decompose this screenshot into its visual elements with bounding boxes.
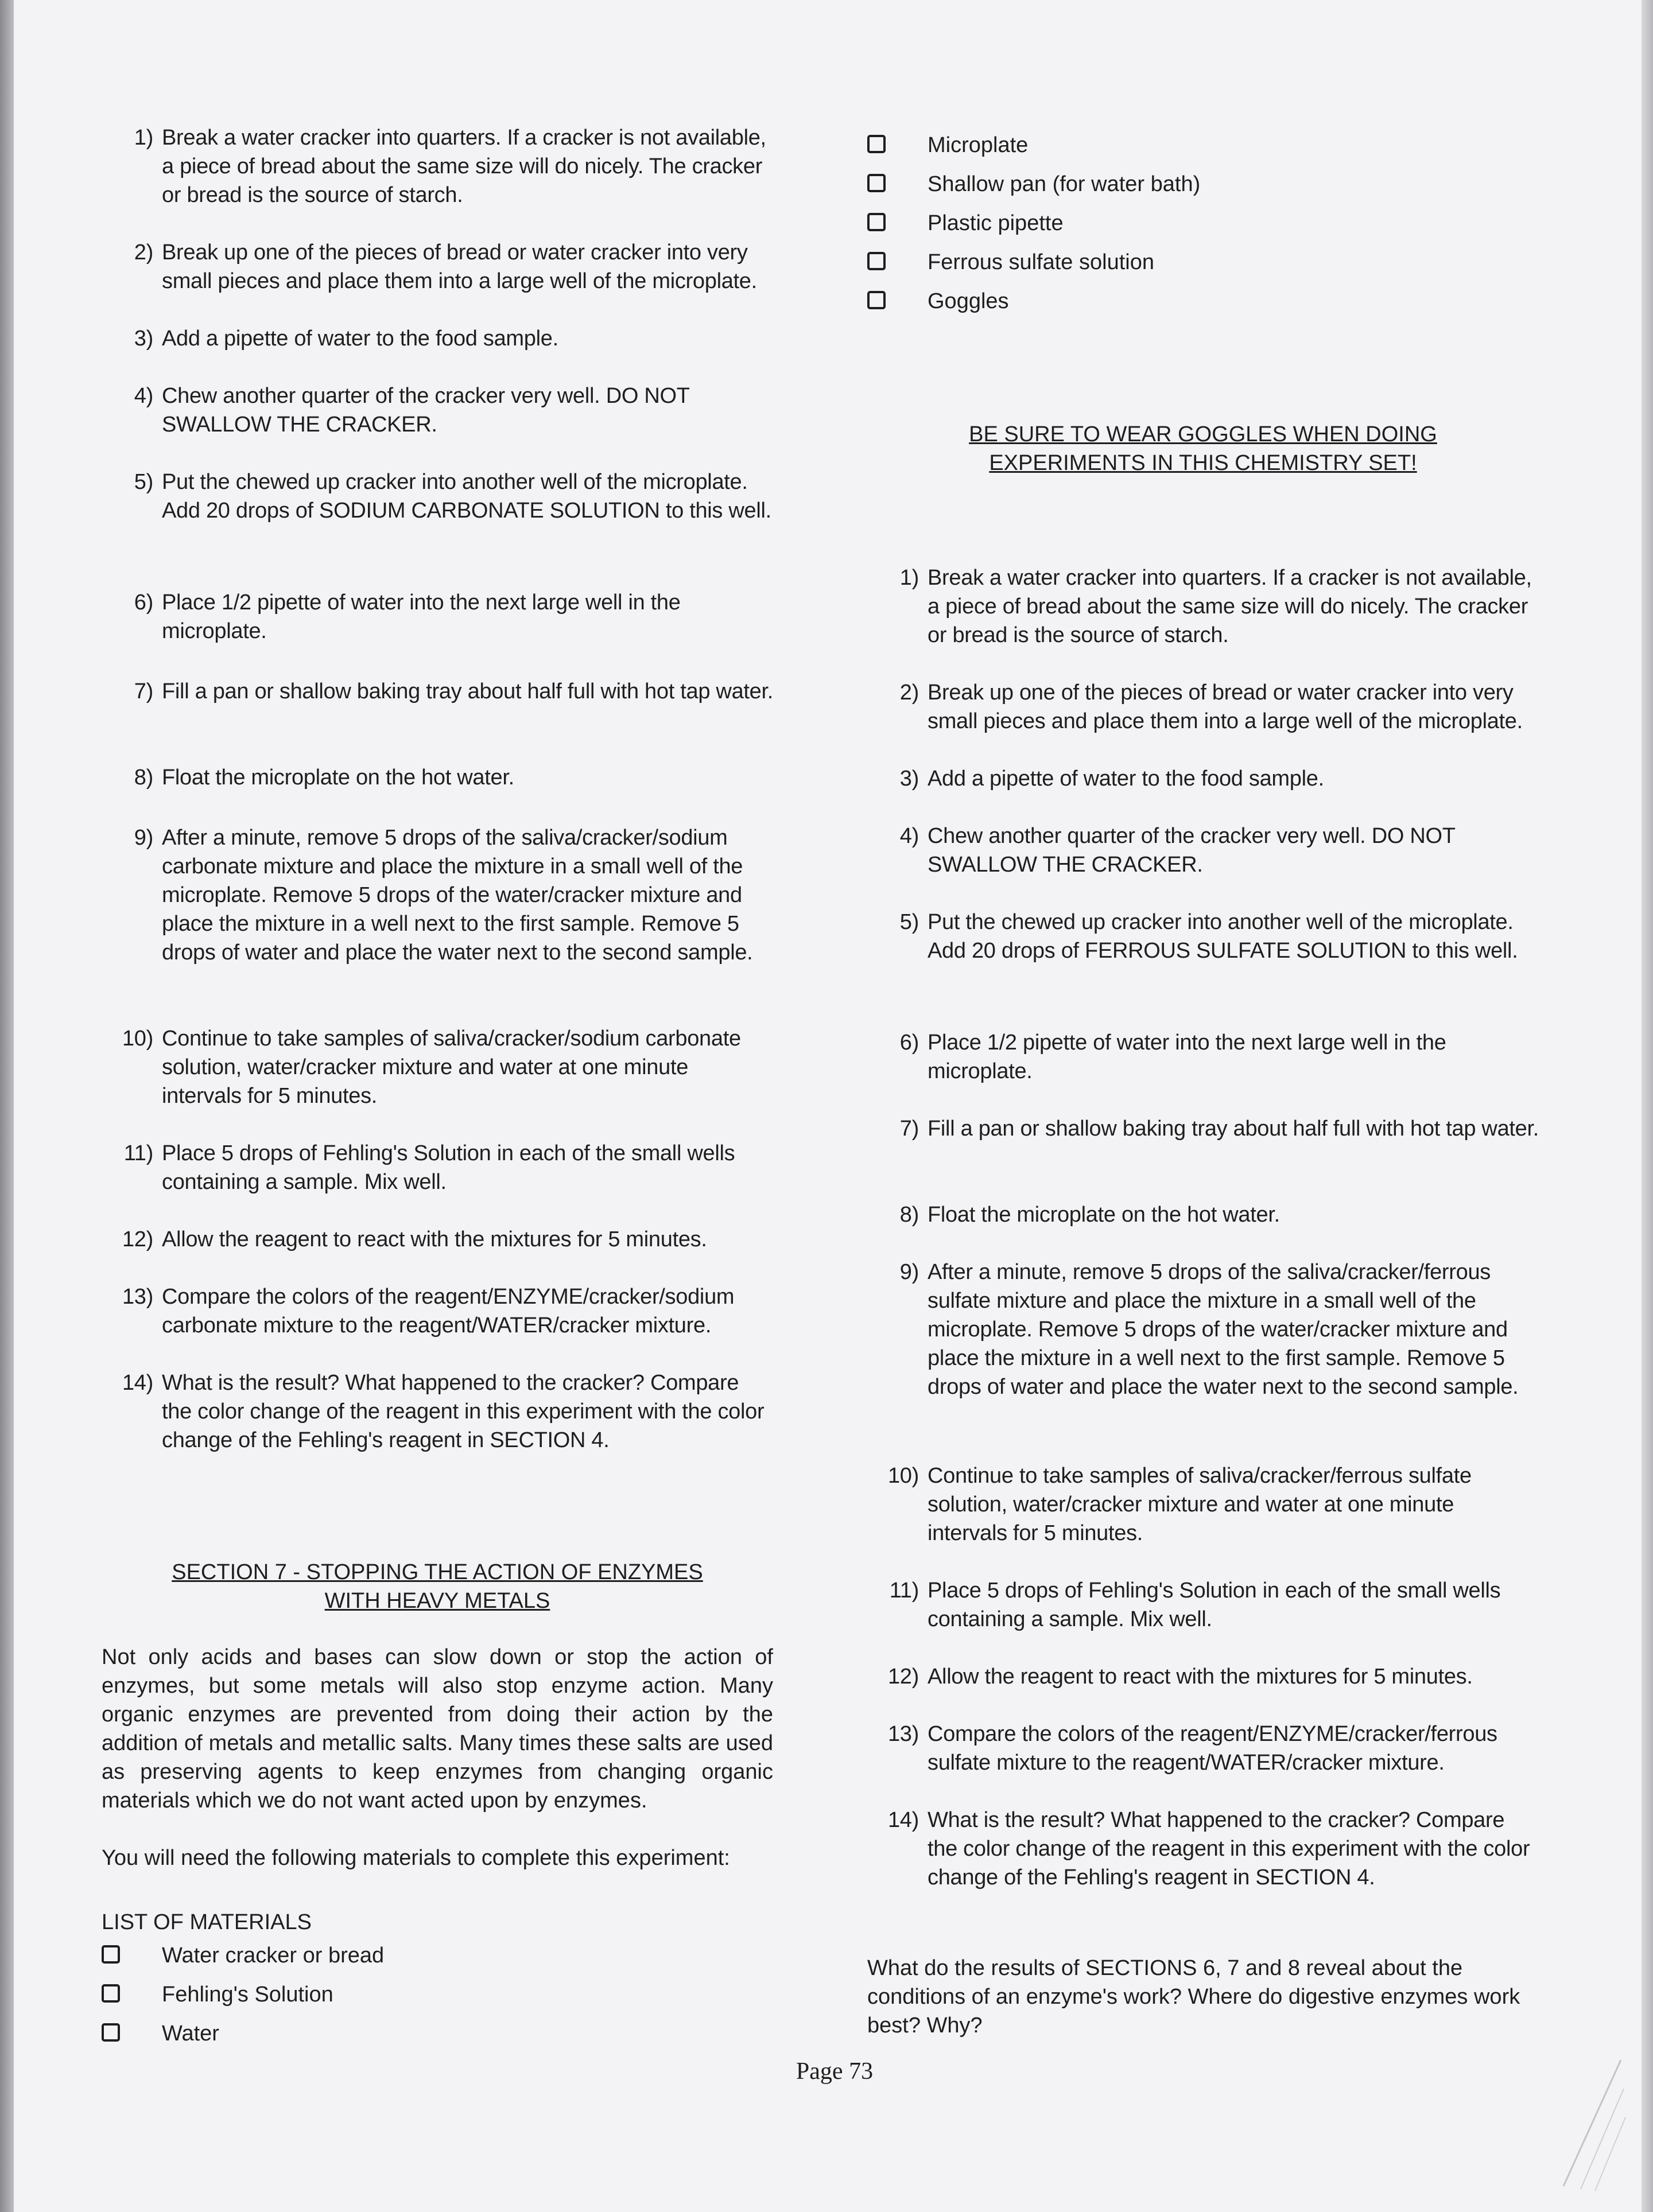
step-text: Continue to take samples of saliva/cracker/ferrous sulfate solution, water/cracker mixture and water at one minute intervals for 5 minutes. — [928, 1464, 1472, 1545]
step-text: Fill a pan or shallow baking tray about half full with hot tap water. — [162, 679, 774, 703]
step-number: 12) — [887, 1665, 919, 1689]
step-number: 6) — [899, 1031, 919, 1055]
step-number: 10) — [122, 1027, 153, 1051]
step-number: 9) — [134, 826, 153, 850]
step-number: 5) — [134, 470, 153, 494]
step-number: 4) — [134, 384, 153, 408]
material-label: Ferrous sulfate solution — [928, 250, 1154, 274]
step-text: Compare the colors of the reagent/ENZYME/cracker/ferrous sulfate mixture to the reagent/WATER/cracker mixture. — [928, 1722, 1497, 1775]
step-number: 10) — [887, 1464, 919, 1488]
checkbox-icon — [867, 213, 886, 231]
step-text: Break up one of the pieces of bread or water cracker into very small pieces and place them into a large well of the microplate. — [162, 240, 757, 293]
step-text: What is the result? What happened to the cracker? Compare the color change of the reagent in this experiment with the color change of the Fehling's reagent in SECTION 4. — [928, 1808, 1530, 1890]
step-number: 3) — [134, 326, 153, 351]
safety-warning-line2: EXPERIMENTS IN THIS CHEMISTRY SET! — [989, 451, 1417, 475]
step-number: 13) — [887, 1722, 919, 1746]
step-text: Place 5 drops of Fehling's Solution in each of the small wells containing a sample. Mix well. — [928, 1579, 1501, 1631]
checkbox-icon — [867, 174, 886, 192]
step-number: 3) — [899, 767, 919, 791]
closing-question: What do the results of SECTIONS 6, 7 and 8 reveal about the conditions of an enzyme's work? Where do digestive enzymes work best? Why? — [867, 1956, 1520, 2038]
step-text: Float the microplate on the hot water. — [928, 1203, 1280, 1227]
step-number: 11) — [889, 1579, 919, 1603]
checkbox-icon — [102, 1945, 120, 1964]
checkbox-icon — [102, 1984, 120, 2003]
step-text: Allow the reagent to react with the mixtures for 5 minutes. — [928, 1665, 1473, 1689]
step-number: 8) — [899, 1203, 919, 1227]
checkbox-icon — [867, 135, 886, 153]
page-number: Page 73 — [796, 2058, 874, 2085]
step-text: Break a water cracker into quarters. If a cracker is not available, a piece of bread about the same size will do nicely. The cracker or bread is the source of starch. — [162, 126, 766, 207]
step-text: Place 5 drops of Fehling's Solution in each of the small wells containing a sample. Mix well. — [162, 1141, 735, 1194]
step-text: Fill a pan or shallow baking tray about half full with hot tap water. — [928, 1117, 1539, 1141]
section-heading: SECTION 7 - STOPPING THE ACTION OF ENZYMES — [172, 1560, 703, 1584]
safety-warning: BE SURE TO WEAR GOGGLES WHEN DOING — [969, 422, 1437, 446]
step-text: Add a pipette of water to the food sample. — [162, 326, 558, 351]
step-number: 2) — [899, 681, 919, 705]
material-label: Shallow pan (for water bath) — [928, 172, 1201, 196]
step-text: Add a pipette of water to the food sample. — [928, 767, 1324, 791]
page-scuff-mark — [1477, 2054, 1627, 2192]
material-label: Goggles — [928, 289, 1009, 313]
material-label: Water — [162, 2021, 219, 2046]
step-number: 5) — [899, 910, 919, 934]
step-text: Float the microplate on the hot water. — [162, 765, 514, 790]
step-text: Chew another quarter of the cracker very well. DO NOT SWALLOW THE CRACKER. — [928, 824, 1455, 877]
step-text: Chew another quarter of the cracker very well. DO NOT SWALLOW THE CRACKER. — [162, 384, 689, 437]
intro-paragraph: Not only acids and bases can slow down or stop the action of enzymes, but some metals will also stop enzyme action. Many organic enzymes are prevented from doing their action by the addition of metals and metallic salts. Many times these salts are used as preserving agents to keep enzymes from changing organic materials which we do not want acted upon by enzymes. — [102, 1645, 773, 1813]
material-label: Microplate — [928, 133, 1029, 157]
materials-intro: You will need the following materials to complete this experiment: — [102, 1846, 730, 1870]
materials-list-title: LIST OF MATERIALS — [102, 1910, 312, 1934]
step-text: Put the chewed up cracker into another well of the microplate. Add 20 drops of SODIUM CARBONATE SOLUTION to this well. — [162, 470, 771, 523]
step-number: 6) — [134, 590, 153, 615]
document-page — [14, 0, 1642, 2212]
checkbox-icon — [867, 252, 886, 270]
step-text: Place 1/2 pipette of water into the next large well in the microplate. — [162, 590, 681, 643]
step-number: 13) — [122, 1285, 153, 1309]
step-text: Continue to take samples of saliva/cracker/sodium carbonate solution, water/cracker mixture and water at one minute intervals for 5 minutes. — [162, 1027, 741, 1108]
checkbox-icon — [102, 2023, 120, 2042]
step-number: 14) — [887, 1808, 919, 1832]
step-text: Put the chewed up cracker into another well of the microplate. Add 20 drops of FERROUS SULFATE SOLUTION to this well. — [928, 910, 1518, 963]
step-number: 9) — [899, 1260, 919, 1284]
step-number: 4) — [899, 824, 919, 848]
step-text: Break up one of the pieces of bread or water cracker into very small pieces and place them into a large well of the microplate. — [928, 681, 1523, 733]
checkbox-icon — [867, 291, 886, 309]
step-text: Allow the reagent to react with the mixtures for 5 minutes. — [162, 1227, 707, 1251]
step-text: Break a water cracker into quarters. If a cracker is not available, a piece of bread about the same size will do nicely. The cracker or bread is the source of starch. — [928, 566, 1532, 647]
step-number: 1) — [134, 126, 153, 150]
step-number: 8) — [134, 765, 153, 790]
step-text: After a minute, remove 5 drops of the saliva/cracker/ferrous sulfate mixture and place the mixture in a small well of the microplate. Remove 5 drops of the water/cracker mixture and place the mixture in a well next to the first sample. Remove 5 drops of water and place the water next to the second sample. — [928, 1260, 1519, 1399]
step-number: 11) — [123, 1141, 153, 1165]
material-label: Plastic pipette — [928, 211, 1064, 235]
step-number: 7) — [134, 679, 153, 703]
step-text: Compare the colors of the reagent/ENZYME/cracker/sodium carbonate mixture to the reagent/WATER/cracker mixture. — [162, 1285, 735, 1338]
step-number: 1) — [899, 566, 919, 590]
step-text: After a minute, remove 5 drops of the saliva/cracker/sodium carbonate mixture and place the mixture in a small well of the microplate. Remove 5 drops of the water/cracker mixture and place the mixture in a well next to the first sample. Remove 5 drops of water and place the water next to the second sample. — [162, 826, 753, 965]
step-number: 14) — [122, 1371, 153, 1395]
step-text: What is the result? What happened to the cracker? Compare the color change of the reagent in this experiment with the color change of the Fehling's reagent in SECTION 4. — [162, 1371, 765, 1452]
step-number: 12) — [122, 1227, 153, 1251]
material-label: Fehling's Solution — [162, 1982, 333, 2007]
material-label: Water cracker or bread — [162, 1943, 385, 1968]
step-text: Place 1/2 pipette of water into the next large well in the microplate. — [928, 1031, 1446, 1083]
step-number: 7) — [899, 1117, 919, 1141]
step-number: 2) — [134, 240, 153, 265]
section-heading-subtitle: WITH HEAVY METALS — [324, 1589, 550, 1613]
